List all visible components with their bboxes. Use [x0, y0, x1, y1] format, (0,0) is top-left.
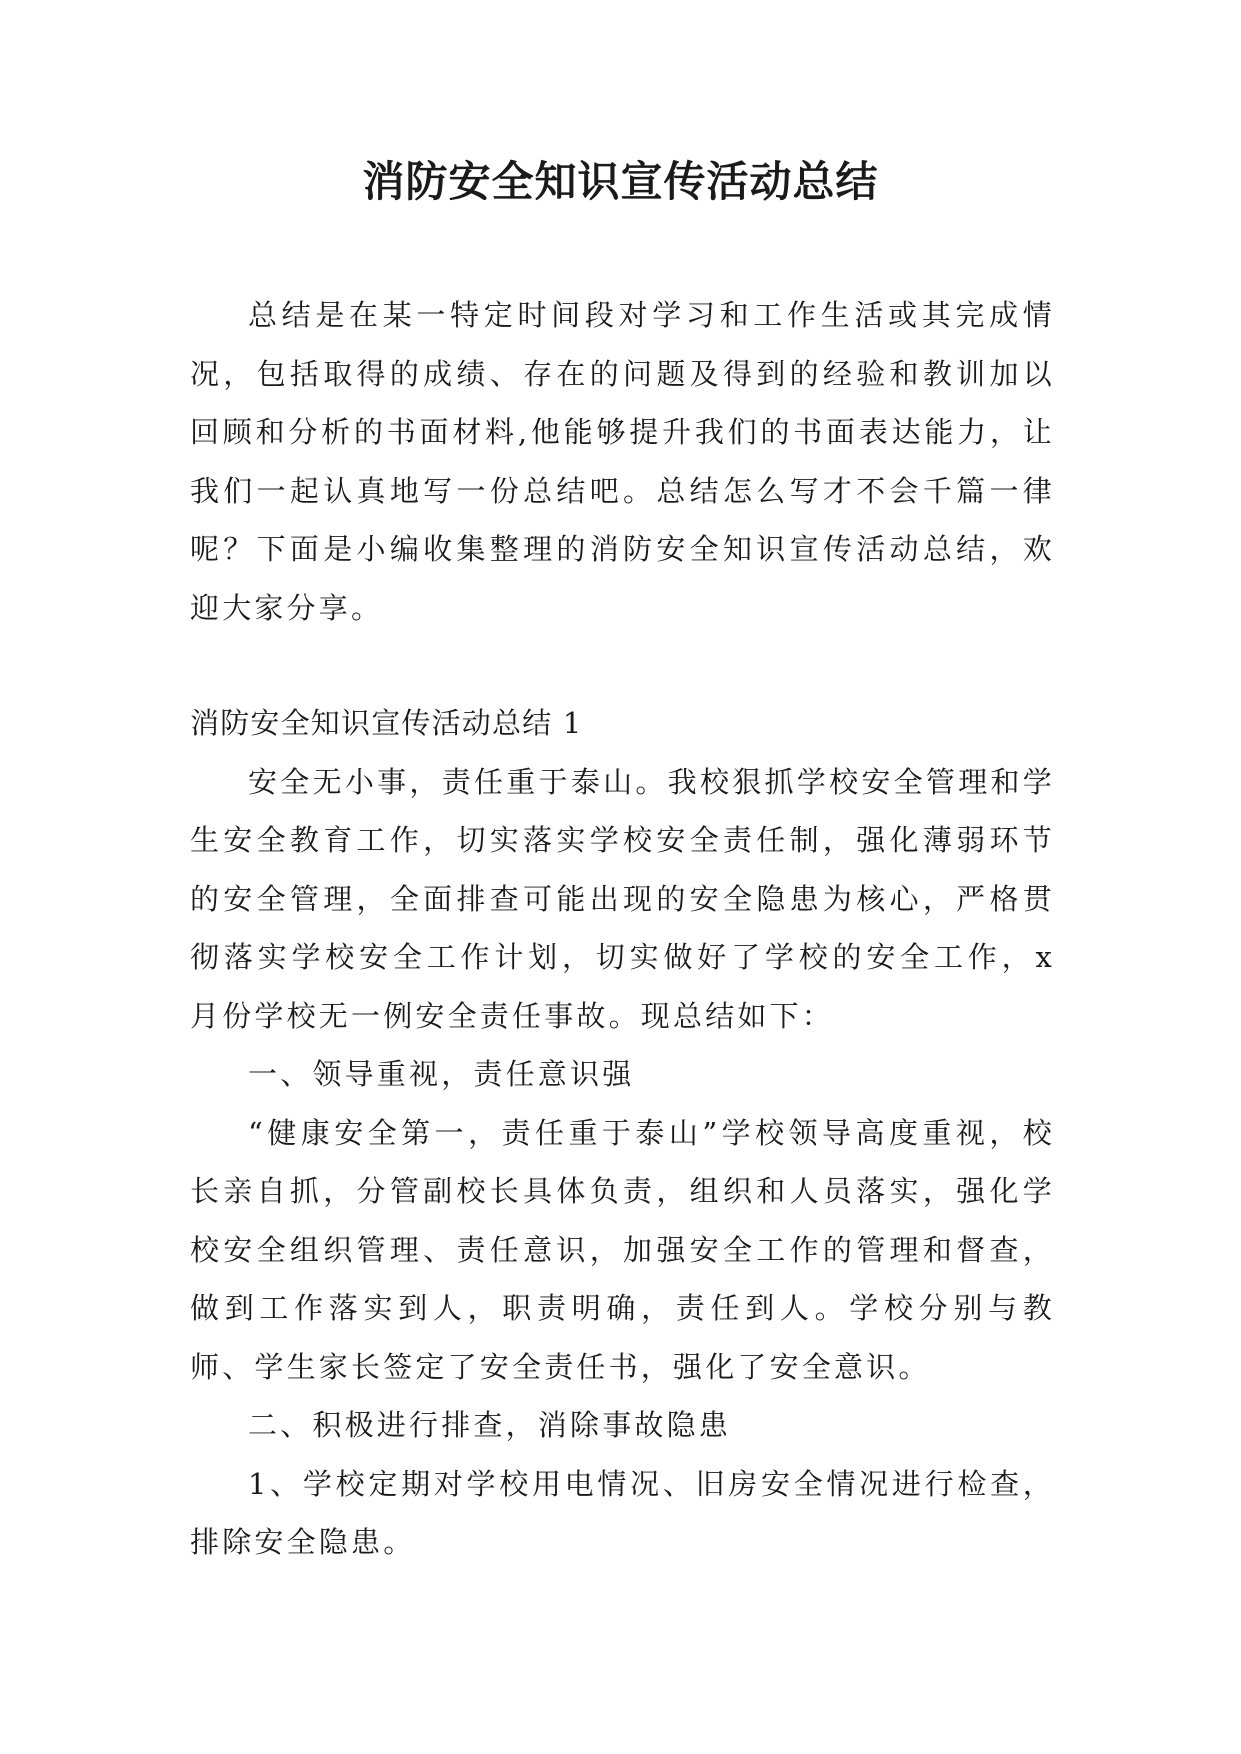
section-heading: 二、积极进行排查，消除事故隐患 — [248, 1408, 732, 1442]
document-title: 消防安全知识宣传活动总结 — [362, 157, 879, 206]
body-paragraph: “健康安全第一，责任重于泰山”学校领导高度重视，校长亲自抓，分管副校长具体负责，组织和人员落实，强化学校安全组织管理、责任意识，加强安全工作的管理和督查，做到工作落实到人，职责明确，责任到人。学校分别与教师、学生家长签定了安全责任书，强化了安全意识。 — [190, 1115, 1055, 1384]
body-paragraph: 1、学校定期对学校用电情况、旧房安全情况进行检查，排除安全隐患。 — [190, 1466, 1055, 1559]
intro-paragraph: 总结是在某一特定时间段对学习和工作生活或其完成情况，包括取得的成绩、存在的问题及得到的经验和教训加以回顾和分析的书面材料,他能够提升我们的书面表达能力，让我们一起认真地写一份总结吧。总结怎么写才不会千篇一律呢？下面是小编收集整理的消防安全知识宣传活动总结，欢迎大家分享。 — [190, 298, 1055, 625]
section-heading: 一、领导重视，责任意识强 — [248, 1057, 635, 1091]
body-paragraph: 安全无小事，责任重于泰山。我校狠抓学校安全管理和学生安全教育工作，切实落实学校安全责任制，强化薄弱环节的安全管理，全面排查可能出现的安全隐患为核心，严格贯彻落实学校安全工作计划，切实做好了学校的安全工作，x 月份学校无一例安全责任事故。现总结如下： — [190, 764, 1055, 1033]
document-body — [190, 286, 1055, 1572]
section-title: 消防安全知识宣传活动总结 1 — [190, 706, 583, 740]
